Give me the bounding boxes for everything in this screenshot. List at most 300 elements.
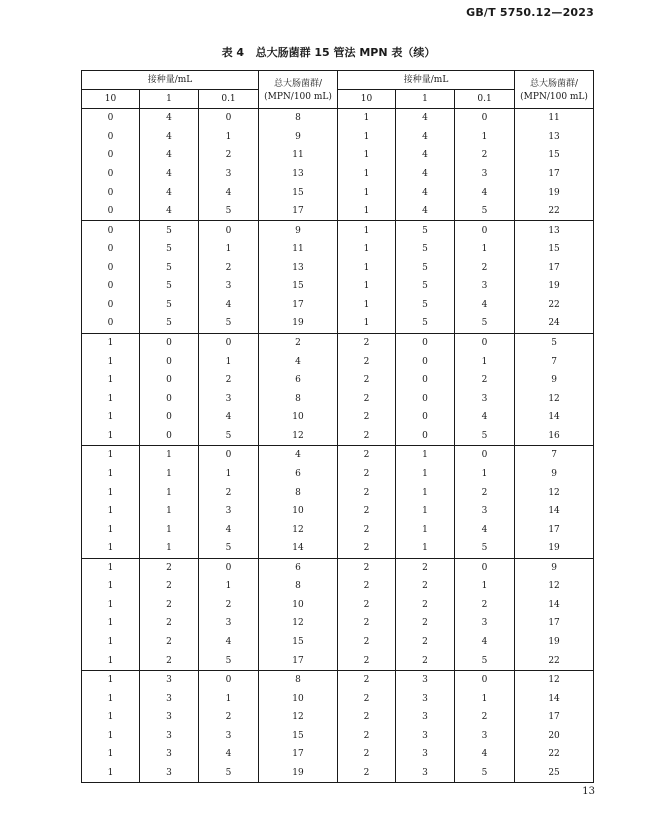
table-row <box>82 483 594 502</box>
table-row <box>82 277 594 296</box>
cell-left-10ml: 0 <box>82 109 140 128</box>
cell-left-0.1ml: 3 <box>199 614 259 633</box>
cell-left-10ml: 0 <box>82 146 140 165</box>
cell-right-10ml: 2 <box>338 539 396 558</box>
cell-left-0.1ml: 1 <box>199 128 259 147</box>
mpn-header-line2: (MPN/100 mL) <box>264 91 332 102</box>
cell-right-1ml: 2 <box>396 614 455 633</box>
cell-right-10ml: 1 <box>338 277 396 296</box>
cell-right-0.1ml: 5 <box>455 314 515 333</box>
cell-left-mpn: 19 <box>259 764 338 783</box>
cell-left-1ml: 4 <box>140 128 199 147</box>
cell-left-10ml: 1 <box>82 651 140 670</box>
cell-left-1ml: 2 <box>140 651 199 670</box>
cell-right-1ml: 3 <box>396 727 455 746</box>
cell-right-10ml: 2 <box>338 408 396 427</box>
cell-right-0.1ml: 4 <box>455 296 515 315</box>
cell-right-1ml: 3 <box>396 689 455 708</box>
cell-left-10ml: 1 <box>82 745 140 764</box>
cell-left-1ml: 3 <box>140 764 199 783</box>
volume-header-1ml: 1 <box>396 90 455 109</box>
cell-left-1ml: 5 <box>140 240 199 259</box>
cell-right-0.1ml: 2 <box>455 596 515 615</box>
cell-right-10ml: 1 <box>338 202 396 221</box>
cell-right-mpn: 13 <box>515 221 594 240</box>
cell-left-1ml: 1 <box>140 502 199 521</box>
cell-left-0.1ml: 3 <box>199 165 259 184</box>
table-row <box>82 558 594 577</box>
cell-right-mpn: 24 <box>515 314 594 333</box>
cell-left-mpn: 13 <box>259 165 338 184</box>
cell-left-10ml: 0 <box>82 202 140 221</box>
cell-left-mpn: 14 <box>259 539 338 558</box>
cell-right-10ml: 1 <box>338 314 396 333</box>
cell-right-10ml: 2 <box>338 371 396 390</box>
volume-header-10ml: 10 <box>82 90 140 109</box>
cell-right-1ml: 5 <box>396 221 455 240</box>
table-row <box>82 651 594 670</box>
table-row <box>82 689 594 708</box>
cell-left-mpn: 12 <box>259 614 338 633</box>
cell-left-1ml: 4 <box>140 165 199 184</box>
cell-right-1ml: 4 <box>396 109 455 128</box>
cell-right-mpn: 22 <box>515 745 594 764</box>
cell-left-0.1ml: 1 <box>199 352 259 371</box>
cell-right-1ml: 1 <box>396 539 455 558</box>
cell-right-1ml: 5 <box>396 314 455 333</box>
cell-right-10ml: 2 <box>338 577 396 596</box>
cell-left-1ml: 5 <box>140 259 199 278</box>
cell-right-mpn: 15 <box>515 240 594 259</box>
table-row <box>82 539 594 558</box>
cell-left-1ml: 3 <box>140 670 199 689</box>
cell-left-1ml: 5 <box>140 221 199 240</box>
table-row <box>82 146 594 165</box>
table-row <box>82 427 594 446</box>
cell-right-1ml: 2 <box>396 651 455 670</box>
table-row <box>82 708 594 727</box>
cell-right-10ml: 1 <box>338 240 396 259</box>
cell-right-1ml: 0 <box>396 371 455 390</box>
cell-left-10ml: 1 <box>82 371 140 390</box>
cell-left-10ml: 1 <box>82 596 140 615</box>
cell-right-0.1ml: 4 <box>455 633 515 652</box>
cell-left-1ml: 5 <box>140 314 199 333</box>
cell-right-10ml: 2 <box>338 614 396 633</box>
cell-right-mpn: 19 <box>515 633 594 652</box>
cell-right-10ml: 1 <box>338 165 396 184</box>
cell-left-10ml: 1 <box>82 708 140 727</box>
cell-left-10ml: 1 <box>82 352 140 371</box>
table-row <box>82 389 594 408</box>
cell-right-1ml: 1 <box>396 483 455 502</box>
cell-right-1ml: 2 <box>396 558 455 577</box>
cell-right-0.1ml: 3 <box>455 277 515 296</box>
cell-right-1ml: 2 <box>396 633 455 652</box>
mpn-table-body <box>82 109 594 783</box>
cell-right-1ml: 4 <box>396 202 455 221</box>
cell-left-mpn: 6 <box>259 558 338 577</box>
cell-right-10ml: 2 <box>338 520 396 539</box>
cell-left-10ml: 1 <box>82 633 140 652</box>
cell-right-mpn: 17 <box>515 614 594 633</box>
cell-right-mpn: 11 <box>515 109 594 128</box>
cell-right-0.1ml: 2 <box>455 259 515 278</box>
cell-right-1ml: 2 <box>396 596 455 615</box>
table-row <box>82 183 594 202</box>
cell-right-10ml: 2 <box>338 651 396 670</box>
cell-right-mpn: 15 <box>515 146 594 165</box>
cell-right-mpn: 22 <box>515 651 594 670</box>
cell-left-0.1ml: 0 <box>199 446 259 465</box>
cell-left-mpn: 17 <box>259 745 338 764</box>
cell-left-0.1ml: 4 <box>199 633 259 652</box>
table-row <box>82 202 594 221</box>
cell-right-0.1ml: 5 <box>455 539 515 558</box>
cell-left-0.1ml: 1 <box>199 577 259 596</box>
cell-right-mpn: 16 <box>515 427 594 446</box>
cell-left-0.1ml: 4 <box>199 745 259 764</box>
cell-left-1ml: 2 <box>140 596 199 615</box>
cell-left-mpn: 6 <box>259 465 338 484</box>
cell-left-1ml: 1 <box>140 539 199 558</box>
cell-left-0.1ml: 5 <box>199 202 259 221</box>
cell-right-mpn: 12 <box>515 577 594 596</box>
cell-left-mpn: 6 <box>259 371 338 390</box>
cell-left-10ml: 0 <box>82 296 140 315</box>
cell-left-1ml: 2 <box>140 633 199 652</box>
cell-right-0.1ml: 4 <box>455 408 515 427</box>
cell-right-0.1ml: 5 <box>455 651 515 670</box>
cell-left-0.1ml: 0 <box>199 558 259 577</box>
cell-right-mpn: 17 <box>515 259 594 278</box>
cell-right-10ml: 1 <box>338 146 396 165</box>
table-row <box>82 633 594 652</box>
cell-left-10ml: 1 <box>82 727 140 746</box>
table-row <box>82 465 594 484</box>
cell-right-10ml: 2 <box>338 502 396 521</box>
cell-left-1ml: 0 <box>140 427 199 446</box>
cell-right-1ml: 1 <box>396 465 455 484</box>
cell-right-mpn: 14 <box>515 502 594 521</box>
cell-left-mpn: 12 <box>259 520 338 539</box>
cell-right-0.1ml: 0 <box>455 558 515 577</box>
cell-right-10ml: 2 <box>338 708 396 727</box>
cell-left-1ml: 2 <box>140 558 199 577</box>
cell-left-0.1ml: 1 <box>199 465 259 484</box>
cell-right-mpn: 14 <box>515 596 594 615</box>
cell-left-mpn: 4 <box>259 446 338 465</box>
cell-left-10ml: 1 <box>82 520 140 539</box>
cell-right-0.1ml: 1 <box>455 689 515 708</box>
table-row <box>82 596 594 615</box>
cell-right-0.1ml: 5 <box>455 202 515 221</box>
table-row <box>82 296 594 315</box>
cell-left-10ml: 1 <box>82 446 140 465</box>
cell-left-1ml: 4 <box>140 109 199 128</box>
cell-right-0.1ml: 3 <box>455 727 515 746</box>
table-row <box>82 408 594 427</box>
cell-right-0.1ml: 0 <box>455 221 515 240</box>
standard-code: GB/T 5750.12—2023 <box>466 6 594 19</box>
cell-left-0.1ml: 5 <box>199 764 259 783</box>
cell-right-1ml: 2 <box>396 577 455 596</box>
volume-header-0.1ml: 0.1 <box>199 90 259 109</box>
table-row <box>82 259 594 278</box>
cell-left-10ml: 1 <box>82 427 140 446</box>
table-row <box>82 727 594 746</box>
cell-left-1ml: 3 <box>140 689 199 708</box>
table-row <box>82 128 594 147</box>
cell-right-1ml: 3 <box>396 708 455 727</box>
cell-right-1ml: 4 <box>396 146 455 165</box>
cell-left-mpn: 10 <box>259 502 338 521</box>
mpn-header-line2: (MPN/100 mL) <box>520 91 588 102</box>
cell-left-1ml: 1 <box>140 446 199 465</box>
cell-right-0.1ml: 2 <box>455 371 515 390</box>
cell-right-10ml: 1 <box>338 221 396 240</box>
cell-right-0.1ml: 4 <box>455 183 515 202</box>
cell-right-0.1ml: 5 <box>455 764 515 783</box>
cell-left-0.1ml: 0 <box>199 221 259 240</box>
cell-left-10ml: 0 <box>82 240 140 259</box>
cell-right-0.1ml: 3 <box>455 165 515 184</box>
cell-right-10ml: 2 <box>338 727 396 746</box>
cell-left-10ml: 1 <box>82 333 140 352</box>
inoculum-volume-header-left: 接种量/mL <box>82 71 259 90</box>
cell-right-1ml: 4 <box>396 183 455 202</box>
cell-right-mpn: 14 <box>515 408 594 427</box>
cell-left-1ml: 0 <box>140 352 199 371</box>
cell-left-1ml: 2 <box>140 614 199 633</box>
cell-right-mpn: 13 <box>515 128 594 147</box>
cell-right-0.1ml: 0 <box>455 446 515 465</box>
cell-right-1ml: 5 <box>396 296 455 315</box>
cell-right-mpn: 17 <box>515 520 594 539</box>
cell-right-0.1ml: 2 <box>455 483 515 502</box>
cell-right-1ml: 1 <box>396 502 455 521</box>
cell-left-mpn: 17 <box>259 202 338 221</box>
cell-right-mpn: 9 <box>515 558 594 577</box>
cell-right-mpn: 12 <box>515 483 594 502</box>
cell-right-10ml: 2 <box>338 465 396 484</box>
cell-left-0.1ml: 1 <box>199 689 259 708</box>
cell-right-mpn: 19 <box>515 277 594 296</box>
inoculum-volume-header-right: 接种量/mL <box>338 71 515 90</box>
table-row <box>82 352 594 371</box>
cell-left-0.1ml: 3 <box>199 277 259 296</box>
cell-left-mpn: 8 <box>259 389 338 408</box>
cell-left-mpn: 17 <box>259 651 338 670</box>
cell-left-0.1ml: 5 <box>199 314 259 333</box>
table-row <box>82 764 594 783</box>
cell-left-0.1ml: 2 <box>199 146 259 165</box>
cell-left-mpn: 11 <box>259 146 338 165</box>
cell-left-mpn: 9 <box>259 128 338 147</box>
cell-left-10ml: 0 <box>82 183 140 202</box>
cell-right-0.1ml: 1 <box>455 465 515 484</box>
table-row <box>82 614 594 633</box>
cell-left-mpn: 8 <box>259 109 338 128</box>
cell-left-10ml: 0 <box>82 259 140 278</box>
cell-right-0.1ml: 4 <box>455 745 515 764</box>
cell-right-0.1ml: 0 <box>455 333 515 352</box>
cell-right-0.1ml: 5 <box>455 427 515 446</box>
cell-right-1ml: 0 <box>396 408 455 427</box>
cell-left-10ml: 0 <box>82 277 140 296</box>
cell-right-10ml: 2 <box>338 352 396 371</box>
cell-right-0.1ml: 0 <box>455 670 515 689</box>
cell-right-0.1ml: 1 <box>455 577 515 596</box>
volume-header-10ml: 10 <box>338 90 396 109</box>
volume-header-0.1ml: 0.1 <box>455 90 515 109</box>
cell-left-mpn: 4 <box>259 352 338 371</box>
cell-right-1ml: 0 <box>396 333 455 352</box>
cell-left-0.1ml: 3 <box>199 727 259 746</box>
cell-right-1ml: 5 <box>396 259 455 278</box>
cell-left-mpn: 15 <box>259 277 338 296</box>
table-row <box>82 165 594 184</box>
cell-right-mpn: 25 <box>515 764 594 783</box>
cell-left-1ml: 3 <box>140 727 199 746</box>
table-row <box>82 221 594 240</box>
cell-right-1ml: 1 <box>396 446 455 465</box>
mpn-header-left <box>259 71 338 109</box>
cell-left-mpn: 15 <box>259 727 338 746</box>
table-row <box>82 240 594 259</box>
cell-right-10ml: 2 <box>338 764 396 783</box>
cell-right-mpn: 12 <box>515 670 594 689</box>
cell-left-0.1ml: 5 <box>199 427 259 446</box>
cell-right-10ml: 2 <box>338 483 396 502</box>
cell-left-mpn: 10 <box>259 689 338 708</box>
cell-left-10ml: 0 <box>82 165 140 184</box>
cell-left-1ml: 3 <box>140 708 199 727</box>
cell-right-0.1ml: 0 <box>455 109 515 128</box>
cell-left-1ml: 4 <box>140 183 199 202</box>
table-row <box>82 446 594 465</box>
cell-right-1ml: 5 <box>396 240 455 259</box>
cell-left-1ml: 1 <box>140 465 199 484</box>
cell-left-10ml: 1 <box>82 670 140 689</box>
cell-right-1ml: 3 <box>396 670 455 689</box>
cell-left-mpn: 8 <box>259 483 338 502</box>
cell-left-1ml: 0 <box>140 408 199 427</box>
cell-right-10ml: 2 <box>338 745 396 764</box>
cell-right-0.1ml: 3 <box>455 389 515 408</box>
cell-left-0.1ml: 5 <box>199 651 259 670</box>
cell-left-mpn: 15 <box>259 633 338 652</box>
cell-left-0.1ml: 5 <box>199 539 259 558</box>
cell-left-10ml: 1 <box>82 614 140 633</box>
table-row <box>82 109 594 128</box>
cell-left-10ml: 1 <box>82 558 140 577</box>
cell-left-0.1ml: 3 <box>199 502 259 521</box>
cell-right-0.1ml: 1 <box>455 352 515 371</box>
cell-left-10ml: 1 <box>82 483 140 502</box>
cell-left-10ml: 0 <box>82 221 140 240</box>
cell-left-10ml: 1 <box>82 577 140 596</box>
cell-right-1ml: 5 <box>396 277 455 296</box>
cell-left-mpn: 2 <box>259 333 338 352</box>
cell-left-mpn: 19 <box>259 314 338 333</box>
cell-right-0.1ml: 1 <box>455 240 515 259</box>
cell-left-10ml: 1 <box>82 539 140 558</box>
cell-left-1ml: 0 <box>140 333 199 352</box>
mpn-table <box>81 70 594 783</box>
page-number: 13 <box>582 786 595 797</box>
cell-right-10ml: 2 <box>338 333 396 352</box>
cell-right-10ml: 2 <box>338 596 396 615</box>
cell-right-1ml: 3 <box>396 764 455 783</box>
cell-left-10ml: 0 <box>82 128 140 147</box>
cell-left-0.1ml: 4 <box>199 296 259 315</box>
cell-right-10ml: 1 <box>338 259 396 278</box>
cell-left-1ml: 5 <box>140 277 199 296</box>
cell-left-1ml: 1 <box>140 520 199 539</box>
table-row <box>82 371 594 390</box>
cell-left-mpn: 10 <box>259 596 338 615</box>
cell-right-mpn: 22 <box>515 296 594 315</box>
table-row <box>82 520 594 539</box>
cell-right-mpn: 19 <box>515 539 594 558</box>
cell-left-1ml: 0 <box>140 371 199 390</box>
cell-left-mpn: 10 <box>259 408 338 427</box>
cell-right-1ml: 0 <box>396 427 455 446</box>
cell-right-mpn: 14 <box>515 689 594 708</box>
cell-right-10ml: 2 <box>338 446 396 465</box>
cell-right-10ml: 2 <box>338 427 396 446</box>
cell-left-1ml: 3 <box>140 745 199 764</box>
table-row <box>82 333 594 352</box>
cell-left-1ml: 0 <box>140 389 199 408</box>
table-row <box>82 502 594 521</box>
cell-left-0.1ml: 2 <box>199 371 259 390</box>
table-row <box>82 314 594 333</box>
cell-left-mpn: 8 <box>259 670 338 689</box>
cell-right-10ml: 1 <box>338 296 396 315</box>
cell-right-0.1ml: 3 <box>455 614 515 633</box>
cell-left-mpn: 12 <box>259 708 338 727</box>
cell-left-0.1ml: 2 <box>199 259 259 278</box>
cell-right-mpn: 12 <box>515 389 594 408</box>
cell-left-0.1ml: 2 <box>199 596 259 615</box>
cell-left-mpn: 12 <box>259 427 338 446</box>
cell-right-10ml: 2 <box>338 389 396 408</box>
cell-right-mpn: 20 <box>515 727 594 746</box>
cell-left-1ml: 2 <box>140 577 199 596</box>
cell-left-mpn: 15 <box>259 183 338 202</box>
cell-right-10ml: 2 <box>338 689 396 708</box>
cell-right-0.1ml: 3 <box>455 502 515 521</box>
cell-left-0.1ml: 0 <box>199 333 259 352</box>
table-title: 表 4 总大肠菌群 15 管法 MPN 表（续） <box>221 46 436 59</box>
cell-left-mpn: 13 <box>259 259 338 278</box>
cell-right-mpn: 9 <box>515 465 594 484</box>
cell-left-mpn: 11 <box>259 240 338 259</box>
mpn-header-line1: 总大肠菌群/ <box>530 78 579 89</box>
cell-right-mpn: 7 <box>515 352 594 371</box>
cell-left-10ml: 1 <box>82 389 140 408</box>
cell-left-0.1ml: 0 <box>199 670 259 689</box>
cell-right-mpn: 22 <box>515 202 594 221</box>
cell-left-0.1ml: 3 <box>199 389 259 408</box>
cell-left-10ml: 1 <box>82 465 140 484</box>
cell-left-10ml: 1 <box>82 408 140 427</box>
cell-left-0.1ml: 0 <box>199 109 259 128</box>
cell-left-10ml: 1 <box>82 502 140 521</box>
cell-right-10ml: 2 <box>338 633 396 652</box>
